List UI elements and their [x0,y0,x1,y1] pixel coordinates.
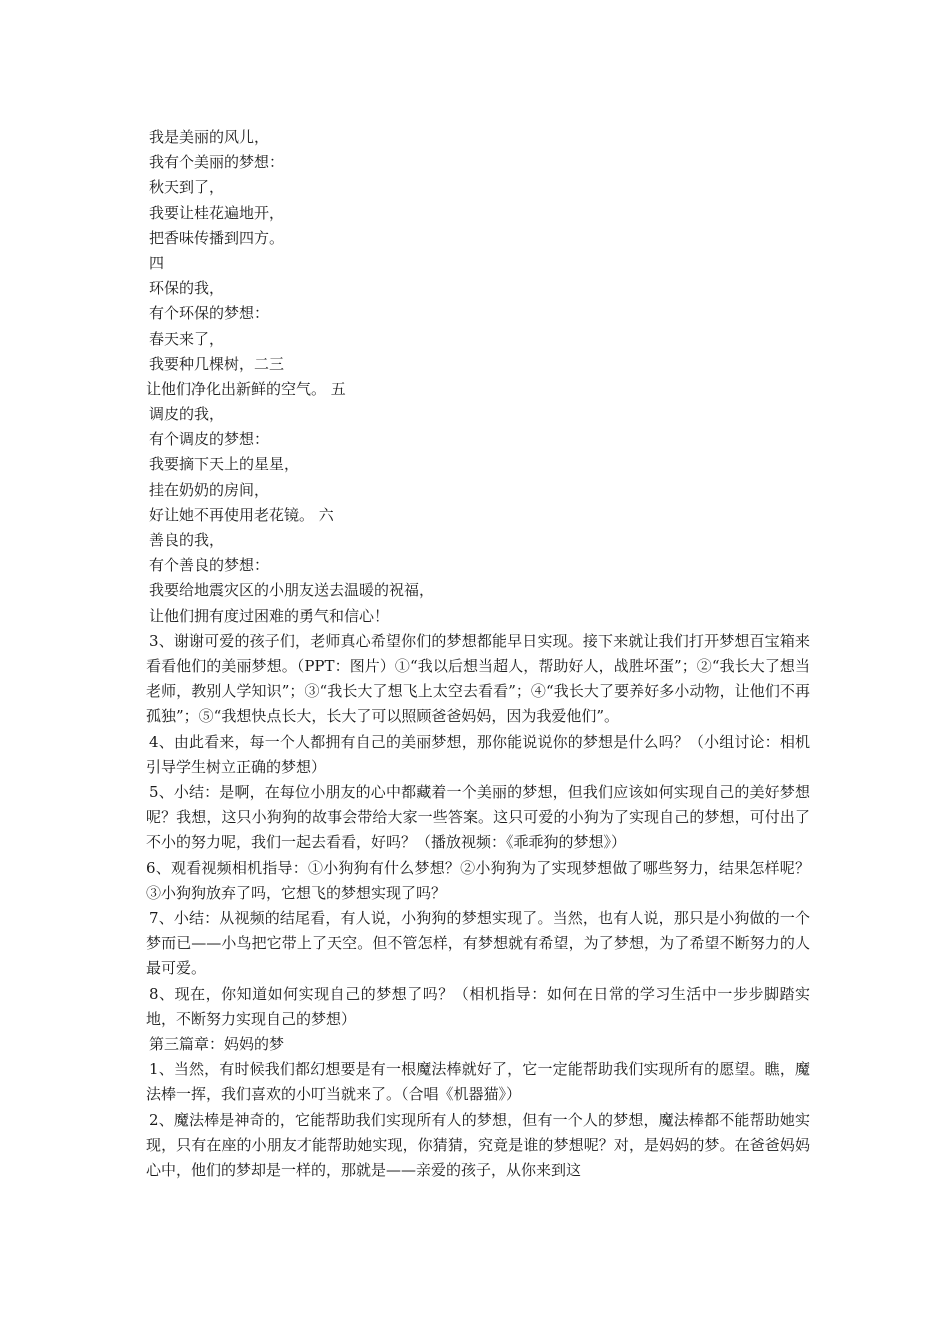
paragraph-8: 8、现在，你知道如何实现自己的梦想了吗？（相机指导：如何在日常的学习生活中一步步脚踏实地，不断努力实现自己的梦想） [146,984,810,1028]
text-line: 善良的我， [149,531,225,549]
paragraph-7: 7、小结：从视频的结尾看，有人说，小狗狗的梦想实现了。当然，也有人说，那只是小狗做的一个梦而已——小鸟把它带上了天空。但不管怎样，有梦想就有希望，为了梦想，为了希望不断努力的人最可爱。 [146,908,810,978]
chapter-heading: 第三篇章：妈妈的梦 [149,1035,285,1053]
text-line: 让他们拥有度过困难的勇气和信心！ [149,606,390,625]
text-line: 春天来了， [149,329,225,348]
text-line: 我要种几棵树，二三 [149,354,285,373]
paragraph-1: 1、当然，有时候我们都幻想要是有一根魔法棒就好了，它一定能帮助我们实现所有的愿望。瞧，魔法棒一挥，我们喜欢的小叮当就来了。（合唱《机器猫》） [146,1060,810,1104]
text-line: 好让她不再使用老花镜。 六 [149,505,334,524]
text-line: 有个环保的梦想： [149,304,270,323]
text-line: 有个调皮的梦想： [149,430,270,449]
paragraph-5: 5、小结：是啊，在每位小朋友的心中都藏着一个美丽的梦想，但我们应该如何实现自己的美好梦想呢？我想，这只小狗狗的故事会带给大家一些答案。这只可爱的小狗为了实现自己的梦想，可付出了不小的努力呢，我们一起去看看，好吗？（播放视频：《乖乖狗的梦想》） [146,782,810,852]
text-line: 我要摘下天上的星星， [149,455,300,474]
text-line: 我要给地震灾区的小朋友送去温暖的祝福， [149,581,435,600]
text-line: 调皮的我， [149,405,225,424]
paragraph-2: 2、魔法棒是神奇的，它能帮助我们实现所有人的梦想，但有一个人的梦想，魔法棒都不能帮助她实现，只有在座的小朋友才能帮助她实现，你猜猜，究竟是谁的梦想呢？对，是妈妈的梦。在爸爸妈妈心中，他们的梦却是一样的，那就是——亲爱的孩子，从你来到这 [146,1110,810,1180]
paragraph-6: 6、观看视频相机指导：①小狗狗有什么梦想？②小狗狗为了实现梦想做了哪些努力，结果怎样呢？③小狗狗放弃了吗，它想飞的梦想实现了吗？ [146,858,810,902]
document-body [146,125,810,1183]
text-line: 秋天到了， [149,178,225,197]
text-line: 挂在奶奶的房间， [149,480,270,499]
text-line: 让他们净化出新鲜的空气。 五 [146,379,346,398]
text-line: 有个善良的梦想： [149,556,270,575]
text-line: 我有个美丽的梦想： [149,153,285,172]
paragraph-4: 4、由此看来，每一个人都拥有自己的美丽梦想，那你能说说你的梦想是什么吗？（小组讨论：相机引导学生树立正确的梦想） [146,732,810,776]
text-line: 环保的我， [149,279,225,298]
text-line: 我要让桂花遍地开， [149,203,285,222]
section-number: 四 [149,253,165,272]
paragraph-3: 3、谢谢可爱的孩子们，老师真心希望你们的梦想都能早日实现。接下来就让我们打开梦想百宝箱来看看他们的美丽梦想。（PPT：图片）①“我以后想当超人，帮助好人，战胜坏蛋”；②“我长大了想当老师，教别人学知识”；③“我长大了想飞上太空去看看”；④“我长大了要养好多小动物，让他们不再孤独”；⑤“我想快点长大，长大了可以照顾爸爸妈妈，因为我爱他们”。 [146,631,810,726]
text-line: 我是美丽的风儿， [149,128,270,146]
text-line: 把香味传播到四方。 [149,228,285,247]
